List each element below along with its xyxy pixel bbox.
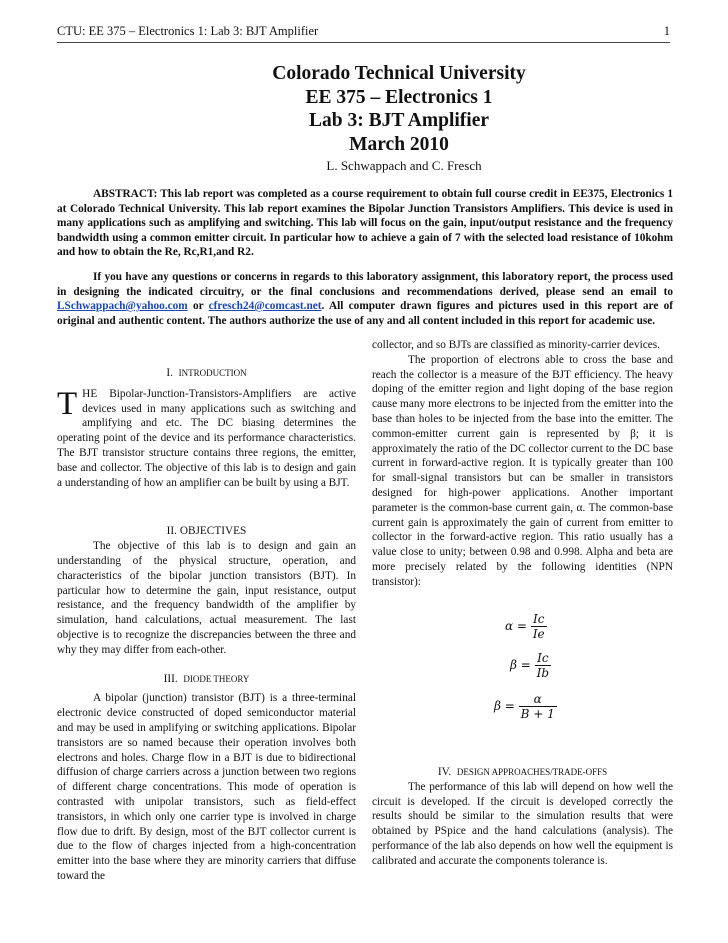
diode-heading-num: III. xyxy=(163,672,178,685)
equation-beta-1 xyxy=(510,651,551,680)
eq-alpha-fraction xyxy=(531,612,547,641)
intro-dropcap: T xyxy=(57,385,78,422)
equation-alpha xyxy=(505,612,547,641)
title-line-1: Colorado Technical University xyxy=(272,63,526,84)
objectives-body: The objective of this lab is to design and gain an understanding of the physical structure, operation, and characteristics of the bipolar junction transistors (BJT). In particular how to determine the gain, input resistance, output resistance, and the frequency bandwidth of the amplifier by simulation, hand calculations, actual measurement. The last objective is to recognize the discrepancies between the three and why they may differ from each-other. xyxy=(57,540,356,656)
right-column-top xyxy=(372,338,673,590)
running-title: CTU: EE 375 – Electronics 1: Lab 3: BJT Amplifier xyxy=(57,24,319,38)
contact-paragraph xyxy=(57,270,673,328)
intro-body xyxy=(57,387,356,491)
abstract xyxy=(57,187,673,260)
paper-title xyxy=(35,62,728,156)
contact-text-before: If you have any questions or concerns in regards to this laboratory assignment, this laboratory report, the process used in designing the indicated circuitry, or the final conclusions and recommendations derived, please send an email to xyxy=(57,271,673,298)
email-link-2[interactable]: cfresch24@comcast.net xyxy=(208,300,322,312)
left-column xyxy=(57,366,356,884)
intro-heading-text: INTRODUCTION xyxy=(178,368,247,378)
efficiency-paragraph: The proportion of electrons able to cross the base and reach the collector is a measure of the BJT efficiency. The heavy doping of the emitter region and light doping of the base region cause many more electrons to be injected from the emitter into the base than holes to be injected from the base into the emitter. The common-emitter current gain is represented by β; it is approximately the ratio of the DC collector current to the DC base current in forward-active region. It is typically greater than 100 for small-signal transistors but can be smaller in transistors designed for high-power applications. Another important parameter is the common-base current gain, α. The common-base current gain is approximately the gain of current from emitter to collector in the forward-active region. This ratio usually has a value close to unity; between 0.98 and 0.998. Alpha and beta are more precisely related by the following identities (NPN transistor): xyxy=(372,353,673,588)
eq-beta2-num: α xyxy=(519,692,557,707)
contact-text-after: . All computer drawn figures and pictures used in this report are of original and authentic content. The authors authorize the use of any and all content included in this report for academic use. xyxy=(57,300,673,327)
page-number: 1 xyxy=(663,24,670,38)
intro-heading-num: I. xyxy=(166,367,173,379)
eq-alpha-num: Ic xyxy=(531,612,547,627)
objectives-heading: II. OBJECTIVES xyxy=(166,525,247,538)
eq-alpha-lhs: α = xyxy=(505,619,527,633)
design-body: The performance of this lab will depend on how well the circuit is developed. If the circuit is developed correctly the results should be similar to the simulation results that were obtained by PSpice and the hand calculations (analysis). The performance of the lab also depends on how well the equipment is calibrated and accurate the components tolerance is. xyxy=(372,780,673,867)
eq-alpha-den: Ie xyxy=(532,627,545,641)
eq-beta2-fraction xyxy=(519,692,557,721)
intro-heading xyxy=(57,366,356,381)
abstract-text: ABSTRACT: This lab report was completed as a course requirement to obtain full course credit in EE375, Electronics 1 at Colorado Technical University. This lab report examines the Bipolar Junction Transistors Amplifiers. This device is used in many applications such as amplifying and switching. This lab will focus on the gain, input/output resistance and the frequency bandwidth using a common emitter circuit. In particular how to achieve a gain of 7 with the selected load resistance of 10kohm and how to obtain the Re, Rc,R1,and R2. xyxy=(57,188,673,258)
eq-beta1-num: Ic xyxy=(535,651,551,666)
authors: L. Schwappach and C. Fresch xyxy=(326,158,482,173)
design-heading-text: DESIGN APPROACHES/TRADE-OFFS xyxy=(456,767,608,777)
title-line-3: Lab 3: BJT Amplifier xyxy=(308,110,490,131)
diode-body: A bipolar (junction) transistor (BJT) is a three-terminal electronic device constructed of doped semiconductor material and may be used in amplifying or switching applications. Bipolar transistors are so named because their operation involves both electrons and holes. Charge flow in a BJT is due to bidirectional diffusion of charge carriers across a junction between two regions of different charge concentrations. This mode of operation is contrasted with unipolar transistors, such as field-effect transistors, in which only one carrier type is involved in charge flow due to drift. By design, most of the BJT collector current is due to the flow of charges injected from a high-concentration emitter into the base where they are minority carriers that diffuse toward the xyxy=(57,692,356,882)
eq-beta1-lhs: β = xyxy=(510,658,531,672)
diode-heading xyxy=(57,672,356,687)
email-link-1[interactable]: LSchwappach@yahoo.com xyxy=(57,300,188,312)
eq-beta2-lhs: β = xyxy=(494,699,515,713)
intro-text: HE Bipolar-Junction-Transistors-Amplifiers are active devices used in many applications such as switching and amplifying and etc. The DC biasing determines the operating point of the device and its performance characteristics. The BJT transistor structure contains three regions, the emitter, base and collector. The objective of this lab is to design and gain a understanding of how an amplifier can be built by using a BJT. xyxy=(57,387,356,489)
right-column-bottom xyxy=(372,765,673,869)
equation-beta-2 xyxy=(494,692,557,721)
design-heading-num: IV. xyxy=(437,766,452,778)
contact-or: or xyxy=(187,300,209,312)
diode-heading-text: DIODE THEORY xyxy=(183,673,250,684)
design-heading xyxy=(372,765,673,780)
eq-beta1-fraction xyxy=(535,651,551,680)
title-line-2: EE 375 – Electronics 1 xyxy=(305,86,493,108)
continued-text: collector, and so BJTs are classified as minority-carrier devices. xyxy=(372,339,660,351)
eq-beta2-den: B + 1 xyxy=(520,707,555,721)
running-header xyxy=(57,22,670,43)
eq-beta1-den: Ib xyxy=(536,666,550,680)
title-line-4: March 2010 xyxy=(349,133,449,155)
